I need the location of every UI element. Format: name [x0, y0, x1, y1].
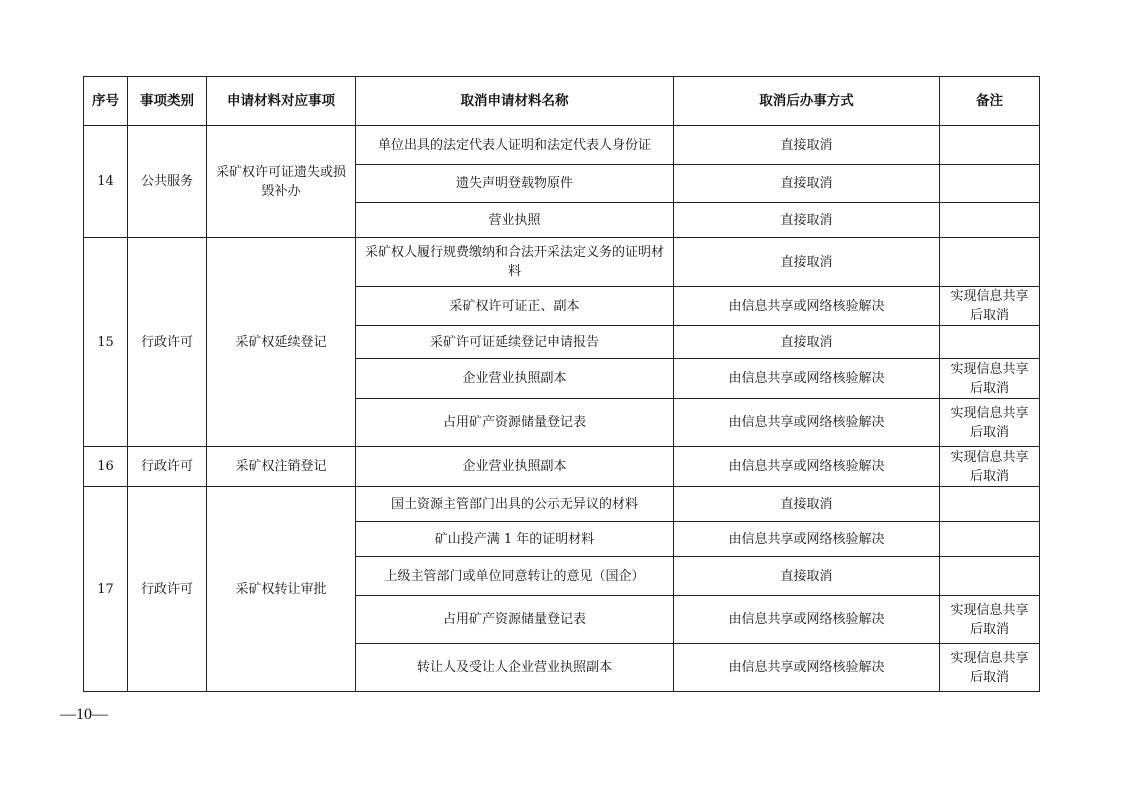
cell-matter: 采矿权注销登记	[207, 447, 356, 487]
cell-method: 由信息共享或网络核验解决	[674, 359, 940, 399]
cell-seq: 14	[84, 126, 128, 238]
cell-material: 营业执照	[356, 203, 674, 238]
cell-seq: 15	[84, 238, 128, 447]
cell-remark	[940, 126, 1040, 165]
header-category: 事项类别	[128, 77, 207, 126]
cell-remark	[940, 557, 1040, 596]
cell-method: 由信息共享或网络核验解决	[674, 447, 940, 487]
cell-method: 由信息共享或网络核验解决	[674, 399, 940, 447]
table-header-row	[84, 77, 1040, 126]
table-body	[84, 126, 1040, 692]
cell-seq: 17	[84, 487, 128, 692]
cell-remark: 实现信息共享后取消	[940, 596, 1040, 644]
cell-material: 矿山投产满 1 年的证明材料	[356, 522, 674, 557]
cell-remark	[940, 203, 1040, 238]
cell-category: 行政许可	[128, 487, 207, 692]
cell-method: 直接取消	[674, 238, 940, 287]
cell-material: 采矿权许可证正、副本	[356, 287, 674, 326]
header-method: 取消后办事方式	[674, 77, 940, 126]
header-material: 取消申请材料名称	[356, 77, 674, 126]
cell-method: 直接取消	[674, 487, 940, 522]
cell-category: 行政许可	[128, 447, 207, 487]
cell-material: 企业营业执照副本	[356, 447, 674, 487]
cell-material: 采矿许可证延续登记申请报告	[356, 326, 674, 359]
cell-material: 采矿权人履行规费缴纳和合法开采法定义务的证明材料	[356, 238, 674, 287]
cell-remark	[940, 165, 1040, 203]
page-number: —10—	[60, 706, 108, 723]
cell-matter: 采矿权转让审批	[207, 487, 356, 692]
cell-method: 直接取消	[674, 203, 940, 238]
cell-seq: 16	[84, 447, 128, 487]
cell-remark: 实现信息共享后取消	[940, 399, 1040, 447]
cell-material: 单位出具的法定代表人证明和法定代表人身份证	[356, 126, 674, 165]
cell-material: 上级主管部门或单位同意转让的意见（国企）	[356, 557, 674, 596]
header-seq: 序号	[84, 77, 128, 126]
cell-remark: 实现信息共享后取消	[940, 287, 1040, 326]
cell-method: 直接取消	[674, 126, 940, 165]
header-remark: 备注	[940, 77, 1040, 126]
table-row	[84, 126, 1040, 165]
cell-remark	[940, 487, 1040, 522]
cell-category: 公共服务	[128, 126, 207, 238]
cell-method: 由信息共享或网络核验解决	[674, 522, 940, 557]
cell-remark	[940, 522, 1040, 557]
cell-material: 占用矿产资源储量登记表	[356, 596, 674, 644]
table-row	[84, 447, 1040, 487]
materials-table	[83, 76, 1040, 692]
cell-method: 由信息共享或网络核验解决	[674, 287, 940, 326]
cell-method: 由信息共享或网络核验解决	[674, 596, 940, 644]
cell-remark: 实现信息共享后取消	[940, 447, 1040, 487]
cell-material: 国土资源主管部门出具的公示无异议的材料	[356, 487, 674, 522]
cell-method: 直接取消	[674, 326, 940, 359]
cell-method: 直接取消	[674, 165, 940, 203]
cell-method: 由信息共享或网络核验解决	[674, 644, 940, 692]
table-row	[84, 487, 1040, 522]
table-row	[84, 238, 1040, 287]
cell-remark	[940, 326, 1040, 359]
cell-material: 转让人及受让人企业营业执照副本	[356, 644, 674, 692]
cell-remark	[940, 238, 1040, 287]
cell-method: 直接取消	[674, 557, 940, 596]
cell-category: 行政许可	[128, 238, 207, 447]
cell-material: 企业营业执照副本	[356, 359, 674, 399]
header-matter: 申请材料对应事项	[207, 77, 356, 126]
cell-remark: 实现信息共享后取消	[940, 644, 1040, 692]
cell-material: 遗失声明登载物原件	[356, 165, 674, 203]
cell-material: 占用矿产资源储量登记表	[356, 399, 674, 447]
cell-remark: 实现信息共享后取消	[940, 359, 1040, 399]
cell-matter: 采矿权延续登记	[207, 238, 356, 447]
cell-matter: 采矿权许可证遗失或损毁补办	[207, 126, 356, 238]
